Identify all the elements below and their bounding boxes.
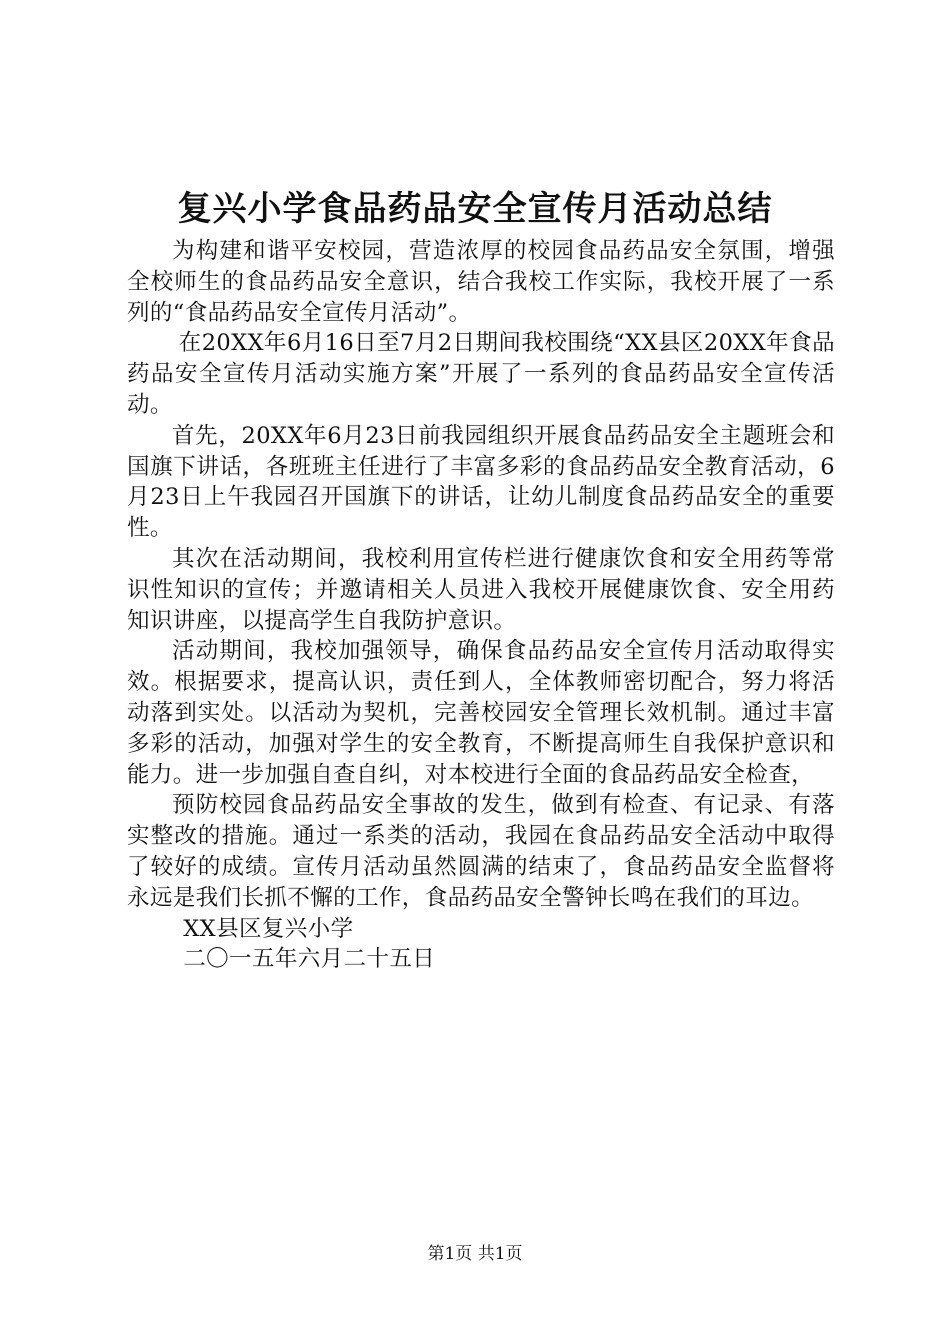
signature-date: 二〇一五年六月二十五日 [183, 946, 436, 973]
paragraph-leadership: 活动期间，我校加强领导，确保食品药品安全宣传月活动取得实效。根据要求，提高认识，责任到人，全体教师密切配合，努力将活动落到实处。以活动为契机，完善校园安全管理长效机制。通过丰富多彩的活动，加强对学生的安全教育，不断提高师生自我保护意识和能力。进一步加强自查自纠，对本校进行全面的食品药品安全检查， [127, 638, 835, 788]
signature-organization: XX县区复兴小学 [183, 915, 354, 942]
page-footer: 第1页 共1页 [427, 1244, 523, 1264]
paragraph-period: 在20XX年6月16日至7月2日期间我校围绕“XX县区20XX年食品药品安全宣传月活动实施方案”开展了一系列的食品药品安全宣传活动。 [127, 330, 835, 418]
paragraph-intro: 为构建和谐平安校园，营造浓厚的校园食品药品安全氛围，增强全校师生的食品药品安全意识，结合我校工作实际，我校开展了一系列的“食品药品安全宣传月活动”。 [127, 238, 835, 326]
paragraph-first: 首先，20XX年6月23日前我园组织开展食品药品安全主题班会和国旗下讲话，各班班主任进行了丰富多彩的食品药品安全教育活动，6月23日上午我园召开国旗下的讲话，让幼儿制度食品药品安全的重要性。 [127, 422, 835, 542]
paragraph-second: 其次在活动期间，我校利用宣传栏进行健康饮食和安全用药等常识性知识的宣传；并邀请相关人员进入我校开展健康饮食、安全用药知识讲座，以提高学生自我防护意识。 [127, 545, 835, 634]
document-title: 复兴小学食品药品安全宣传月活动总结 [177, 189, 773, 229]
document-body [127, 236, 835, 975]
paragraph-prevention: 预防校园食品药品安全事故的发生，做到有检查、有记录、有落实整改的措施。通过一系类的活动，我园在食品药品安全活动中取得了较好的成绩。宣传月活动虽然圆满的结束了，食品药品安全监督将永远是我们长抓不懈的工作，食品药品安全警钟长鸣在我们的耳边。 [127, 792, 835, 911]
